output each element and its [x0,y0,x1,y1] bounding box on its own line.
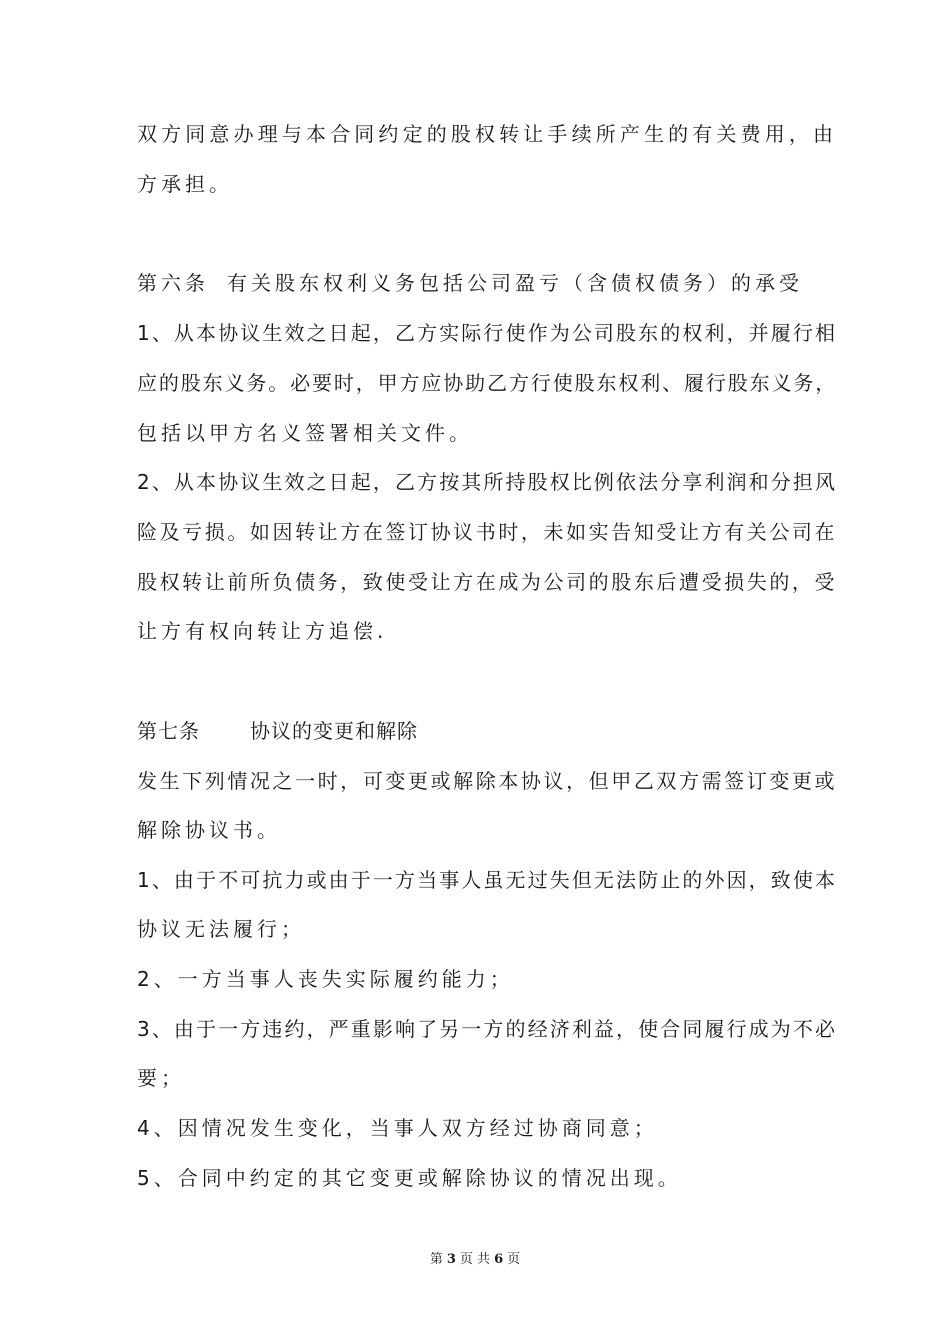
article-6-heading [137,268,837,298]
article-6-item-2-line-2: 险及亏损。如因转让方在签订协议书时，未如实告知受让方有关公司在 [137,520,837,544]
article-6-item-1-line-3: 包括以甲方名义签署相关文件。 [137,421,473,445]
article-7-item-3-line-1: 3、由于一方违约，严重影响了另一方的经济利益，使合同履行成为不必 [137,1017,837,1041]
footer-suffix: 页 [507,1252,521,1267]
fee-paragraph-line-2: 方承担。 [137,172,233,196]
footer-middle: 页 共 [459,1252,491,1267]
article-7-item-3-line-2: 要； [137,1066,185,1090]
article-7-heading [137,716,837,746]
article-7-item-4: 4、因情况发生变化，当事人双方经过协商同意； [137,1116,658,1140]
article-7-label: 第七条 [137,719,200,743]
page-number-footer [0,1251,950,1269]
total-page-count: 6 [494,1252,504,1267]
article-7-item-1-line-1: 1、由于不可抗力或由于一方当事人虽无过失但无法防止的外因，致使本 [137,868,837,892]
fee-paragraph-line-1: 双方同意办理与本合同约定的股权转让手续所产生的有关费用，由 [137,122,837,146]
article-7-intro-line-1: 发生下列情况之一时，可变更或解除本协议，但甲乙双方需签订变更或 [137,769,837,793]
article-6-item-2-line-4: 让方有权向转让方追偿. [137,619,388,643]
article-6-item-2-line-1: 2、从本协议生效之日起，乙方按其所持股权比例依法分享利润和分担风 [137,470,837,494]
article-7-item-1-line-2: 协议无法履行； [137,917,305,941]
article-6-title: 有关股东权利义务包括公司盈亏（含债权债务）的承受 [227,271,803,295]
article-6-item-1-line-1: 1、从本协议生效之日起，乙方实际行使作为公司股东的权利，并履行相 [137,321,837,345]
article-7-intro-line-2: 解除协议书。 [137,818,281,842]
footer-prefix: 第 [429,1252,443,1267]
article-7-title: 协议的变更和解除 [250,719,418,743]
article-7-item-5: 5、合同中约定的其它变更或解除协议的情况出现。 [137,1166,682,1190]
article-6-label: 第六条 [137,271,209,295]
article-6-item-1-line-2: 应的股东义务。必要时，甲方应协助乙方行使股东权利、履行股东义务， [137,371,837,395]
article-7-item-2: 2、一方当事人丧失实际履约能力； [137,967,514,991]
current-page-number: 3 [446,1252,456,1267]
article-6-item-2-line-3: 股权转让前所负债务，致使受让方在成为公司的股东后遭受损失的，受 [137,570,837,594]
